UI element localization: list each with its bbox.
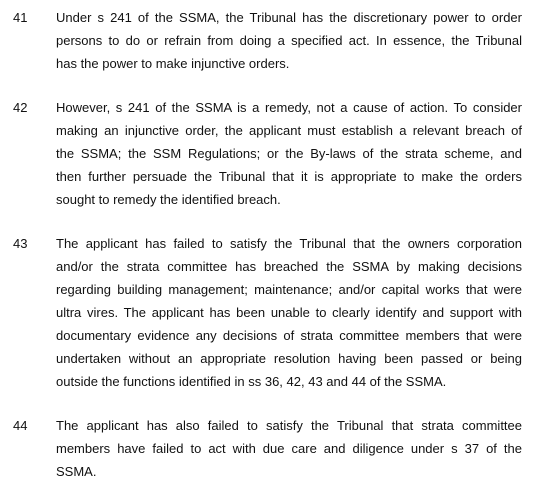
text-line: undertaken without an appropriate resolution having been passed or being: [56, 351, 522, 366]
text-line: members have failed to act with due care and diligence under s 37 of the: [56, 441, 522, 456]
text-line: and/or the strata committee has breached the SSMA by making decisions: [56, 259, 522, 274]
text-line: sought to remedy the identified breach.: [56, 192, 281, 207]
paragraph-number: 41: [13, 10, 28, 25]
text-line: has the power to make injunctive orders.: [56, 56, 290, 71]
paragraph-text: [56, 232, 522, 393]
text-line: The applicant has failed to satisfy the Tribunal that the owners corporation: [56, 236, 522, 251]
text-line: regarding building management; maintenance; and/or capital works that were: [56, 282, 522, 297]
text-line: persons to do or refrain from doing a specified act. In essence, the Tribunal: [56, 33, 522, 48]
paragraph-text: [56, 6, 522, 75]
text-line: ultra vires. The applicant has been unable to clearly identify and support with: [56, 305, 522, 320]
text-line: Under s 241 of the SSMA, the Tribunal has the discretionary power to order: [56, 10, 522, 25]
text-line: then further persuade the Tribunal that it is appropriate to make the orders: [56, 169, 522, 184]
text-line: the SSMA; the SSM Regulations; or the By-laws of the strata scheme, and: [56, 146, 522, 161]
text-line: making an injunctive order, the applicant must establish a relevant breach of: [56, 123, 522, 138]
paragraph-number: 44: [13, 418, 28, 433]
paragraph-number: 42: [13, 100, 28, 115]
text-line: SSMA.: [56, 464, 97, 479]
text-line: The applicant has also failed to satisfy the Tribunal that strata committee: [56, 418, 522, 433]
text-line: documentary evidence any decisions of strata committee members that were: [56, 328, 522, 343]
text-line: However, s 241 of the SSMA is a remedy, not a cause of action. To consider: [56, 100, 522, 115]
paragraph-text: [56, 414, 522, 483]
paragraph-text: [56, 96, 522, 211]
paragraph-number: 43: [13, 236, 28, 251]
text-line: outside the functions identified in ss 36, 42, 43 and 44 of the SSMA.: [56, 374, 447, 389]
